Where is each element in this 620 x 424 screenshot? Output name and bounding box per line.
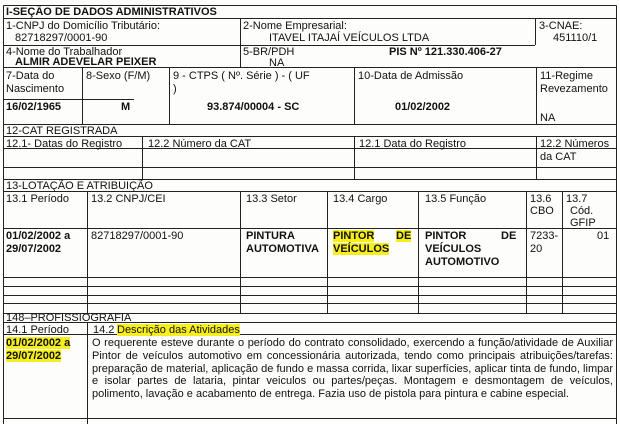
header-funcao: 13.5 Função bbox=[425, 193, 487, 205]
section-1-title: I-SEÇÃO DE DADOS ADMINISTRATIVOS bbox=[6, 6, 217, 18]
section-12-title: 12-CAT REGISTRADA bbox=[6, 125, 118, 137]
lotacao-setor-2: AUTOMOTIVA bbox=[246, 243, 319, 255]
lotacao-cbo-1: 7233- bbox=[530, 230, 559, 242]
trabalhador-label: 4-Nome do Trabalhador bbox=[6, 46, 123, 58]
cat-numeros-label-1: 12.2 Números bbox=[540, 138, 610, 150]
header-cbo-2: CBO bbox=[530, 205, 554, 217]
admissao-value: 01/02/2002 bbox=[395, 101, 451, 113]
prof-periodo-2: 29/07/2002 bbox=[6, 350, 62, 362]
header-descricao: Descrição das Atividades bbox=[117, 324, 240, 336]
lotacao-periodo-2: 29/07/2002 bbox=[6, 243, 62, 255]
header-periodo-14: 14.1 Período bbox=[6, 324, 69, 336]
section-14-title: 148–PROFISSIOGRAFIA bbox=[6, 312, 132, 324]
cnpj-value: 82718297/0001-90 bbox=[15, 32, 108, 44]
header-gfip-3: GFIP bbox=[570, 217, 596, 229]
header-periodo: 13.1 Período bbox=[6, 193, 69, 205]
lotacao-periodo-1: 01/02/2002 a bbox=[6, 230, 71, 242]
regime-label-1: 11-Regime bbox=[540, 70, 593, 82]
sexo-value: M bbox=[121, 101, 131, 113]
header-gfip-2: Cód. bbox=[570, 205, 594, 217]
descricao-atividades: O requerente esteve durante o período do contrato consolidado, exercendo a função/atividade de Auxiliar Pintor de veículos automotivo em concessionária autorizada, tendo como principais atribuições/tarefas: preparação de material, aplicação de fundo e massa corrida, lixar superfícies, aplicar tinta de fundo, limpar e isolar partes de lataria, pintar veiculos ou partes/peças. Montagem e desmontagem de veículos, polimento, lavação e acabamento de entrega. Fazia uso de pistola para pintura e cabine especial. bbox=[92, 337, 613, 401]
nascimento-value: 16/02/1965 bbox=[6, 101, 62, 113]
header-cnpj-cei: 13.2 CNPJ/CEI bbox=[91, 193, 166, 205]
cnae-label: 3-CNAE: bbox=[539, 20, 583, 32]
lotacao-funcao-1: PINTOR bbox=[425, 230, 467, 242]
lotacao-cnpj: 82718297/0001-90 bbox=[91, 230, 184, 242]
section-13-title: 13-LOTAÇÃO E ATRIBUIÇÃO bbox=[6, 180, 153, 192]
empresa-value: ITAVEL ITAJAÍ VEÍCULOS LTDA bbox=[269, 32, 430, 44]
cnae-value: 451110/1 bbox=[553, 32, 598, 44]
header-cargo: 13.4 Cargo bbox=[333, 193, 388, 205]
cat-data-registro-label-2: 12.1 Data do Registro bbox=[359, 138, 467, 150]
lotacao-funcao-3: AUTOMOTIVO bbox=[425, 256, 500, 268]
nascimento-label-2: Nascimento bbox=[6, 83, 65, 95]
cat-numero-label: 12.2 Número da CAT bbox=[148, 138, 252, 150]
ctps-label-1: 9 - CTPS ( Nº. Série ) - ( UF bbox=[173, 70, 310, 82]
admissao-label: 10-Data de Admissão bbox=[358, 70, 464, 82]
header-gfip-1: 13.7 bbox=[566, 193, 588, 205]
lotacao-cbo-2: 20 bbox=[530, 243, 543, 255]
cat-data-registro-label: 12.1- Datas do Registro bbox=[6, 138, 123, 150]
cat-numeros-label-2: da CAT bbox=[540, 151, 577, 163]
ctps-label-2: ) bbox=[173, 83, 177, 95]
lotacao-cargo-1: PINTOR bbox=[333, 230, 375, 242]
ctps-value: 93.874/00004 - SC bbox=[207, 101, 300, 113]
sexo-label: 8-Sexo (F/M) bbox=[86, 70, 151, 82]
nascimento-label-1: 7-Data do bbox=[6, 70, 55, 82]
ppp-form bbox=[3, 0, 617, 424]
header-cbo-1: 13.6 bbox=[530, 193, 552, 205]
prof-periodo-1: 01/02/2002 a bbox=[6, 337, 71, 349]
lotacao-cargo-2: VEÍCULOS bbox=[333, 243, 390, 255]
lotacao-cargo-de: DE bbox=[396, 230, 412, 242]
br-pdh-value: NA bbox=[269, 57, 285, 69]
lotacao-funcao-de: DE bbox=[501, 230, 517, 242]
br-pdh-label: 5-BR/PDH bbox=[243, 46, 295, 58]
header-setor: 13.3 Setor bbox=[246, 193, 297, 205]
lotacao-funcao-2: VEÍCULOS bbox=[425, 243, 482, 255]
cnpj-label: 1-CNPJ do Domicílio Tributário: bbox=[6, 20, 161, 32]
lotacao-setor-1: PINTURA bbox=[246, 230, 295, 242]
trabalhador-value: ALMIR ADEVELAR PEIXER bbox=[15, 56, 157, 68]
empresa-label: 2-Nome Empresarial: bbox=[243, 20, 347, 32]
regime-label-2: Revezamento bbox=[540, 83, 608, 95]
lotacao-gfip: 01 bbox=[597, 230, 610, 242]
header-num-14: 14.2 bbox=[93, 324, 115, 336]
pis-value: PIS Nº 121.330.406-27 bbox=[389, 46, 502, 58]
regime-value: NA bbox=[540, 112, 556, 124]
